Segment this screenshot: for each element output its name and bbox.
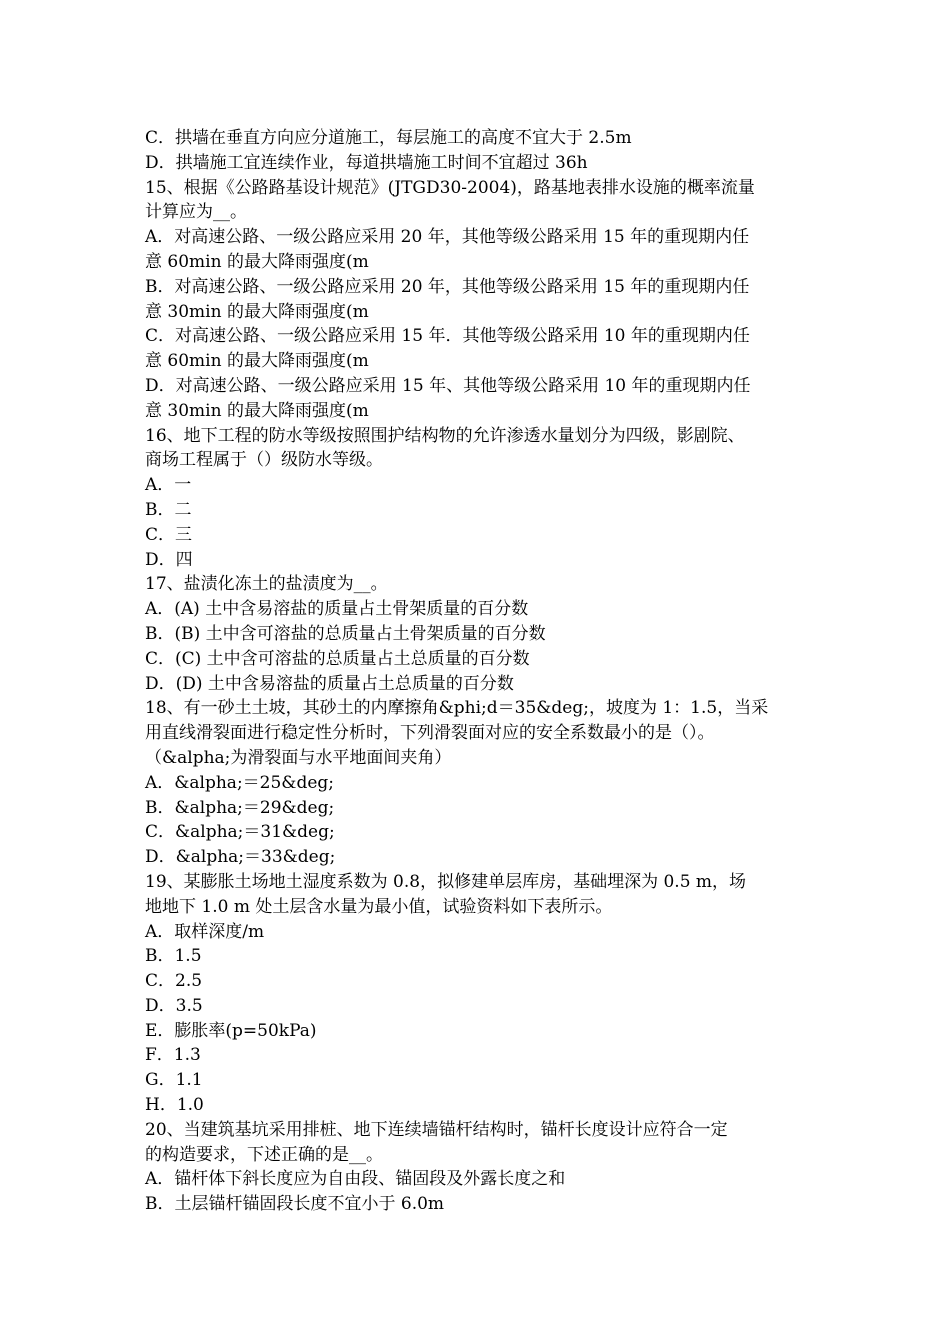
text-line: 的构造要求，下述正确的是__。 bbox=[145, 1144, 383, 1165]
text-line: 商场工程属于（）级防水等级。 bbox=[145, 450, 383, 471]
option-line: B．对高速公路、一级公路应采用 20 年，其他等级公路采用 15 年的重现期内任 bbox=[145, 276, 750, 297]
option-line: B．土层锚杆锚固段长度不宜小于 6.0m bbox=[145, 1194, 445, 1215]
option-line: H．1.0 bbox=[145, 1095, 204, 1116]
option-line: D．四 bbox=[145, 549, 193, 570]
option-line: C．2.5 bbox=[145, 971, 203, 992]
option-line: A．对高速公路、一级公路应采用 20 年，其他等级公路采用 15 年的重现期内任 bbox=[145, 227, 750, 248]
option-line: A．一 bbox=[145, 475, 192, 496]
option-line: A．锚杆体下斜长度应为自由段、锚固段及外露长度之和 bbox=[145, 1169, 566, 1190]
option-line: E．膨胀率(p=50kPa) bbox=[145, 1020, 317, 1041]
option-line: A．取样深度/m bbox=[145, 921, 265, 942]
option-line: F．1.3 bbox=[145, 1045, 201, 1066]
text-line: （&alpha;为滑裂面与水平地面间夹角） bbox=[145, 747, 452, 768]
text-line: 意 30min 的最大降雨强度(m bbox=[145, 301, 369, 322]
option-line: D．&alpha;＝33&deg; bbox=[145, 847, 336, 868]
option-line: C．对高速公路、一级公路应采用 15 年．其他等级公路采用 10 年的重现期内任 bbox=[145, 326, 750, 347]
question-17-line: 17、盐渍化冻土的盐渍度为__。 bbox=[145, 574, 388, 595]
text-line: 用直线滑裂面进行稳定性分析时，下列滑裂面对应的安全系数最小的是（）。 bbox=[145, 723, 715, 744]
option-line: B．1.5 bbox=[145, 946, 202, 967]
option-line: D．对高速公路、一级公路应采用 15 年、其他等级公路采用 10 年的重现期内任 bbox=[145, 375, 751, 396]
question-15-line: 15、根据《公路路基设计规范》(JTGD30-2004)，路基地表排水设施的概率流量 bbox=[145, 177, 755, 198]
option-line: C．三 bbox=[145, 524, 193, 545]
question-20-line: 20、当建筑基坑采用排桩、地下连续墙锚杆结构时，锚杆长度设计应符合一定 bbox=[145, 1119, 728, 1140]
text-line: C．拱墙在垂直方向应分道施工，每层施工的高度不宜大于 2.5m bbox=[145, 128, 632, 148]
option-line: C．(C) 土中含可溶盐的总质量占土总质量的百分数 bbox=[145, 648, 530, 669]
option-line: B．二 bbox=[145, 499, 192, 520]
option-line: A．&alpha;＝25&deg; bbox=[145, 772, 334, 793]
text-line: D．拱墙施工宜连续作业，每道拱墙施工时间不宜超过 36h bbox=[145, 152, 588, 173]
text-line: 计算应为__。 bbox=[145, 202, 247, 223]
option-line: C．&alpha;＝31&deg; bbox=[145, 822, 335, 843]
document-body bbox=[145, 126, 815, 1217]
option-line: D．3.5 bbox=[145, 995, 203, 1016]
question-16-line: 16、地下工程的防水等级按照围护结构物的允许渗透水量划分为四级，影剧院、 bbox=[145, 425, 745, 446]
text-line: 地地下 1.0 m 处土层含水量为最小值，试验资料如下表所示。 bbox=[145, 896, 613, 917]
text-line: 意 60min 的最大降雨强度(m bbox=[145, 251, 369, 272]
option-line: D．(D) 土中含易溶盐的质量占土总质量的百分数 bbox=[145, 673, 514, 694]
option-line: B．&alpha;＝29&deg; bbox=[145, 797, 335, 818]
text-line: 意 30min 的最大降雨强度(m bbox=[145, 400, 369, 421]
text-line: 意 60min 的最大降雨强度(m bbox=[145, 351, 369, 372]
question-18-line: 18、有一砂土土坡，其砂土的内摩擦角&phi;d＝35&deg;，坡度为 1：1.5，当采 bbox=[145, 698, 769, 719]
option-line: G．1.1 bbox=[145, 1070, 203, 1091]
option-line: A．(A) 土中含易溶盐的质量占土骨架质量的百分数 bbox=[145, 599, 529, 620]
option-line: B．(B) 土中含可溶盐的总质量占土骨架质量的百分数 bbox=[145, 623, 546, 644]
question-19-line: 19、某膨胀土场地土湿度系数为 0.8，拟修建单层库房，基础埋深为 0.5 m，场 bbox=[145, 871, 747, 892]
